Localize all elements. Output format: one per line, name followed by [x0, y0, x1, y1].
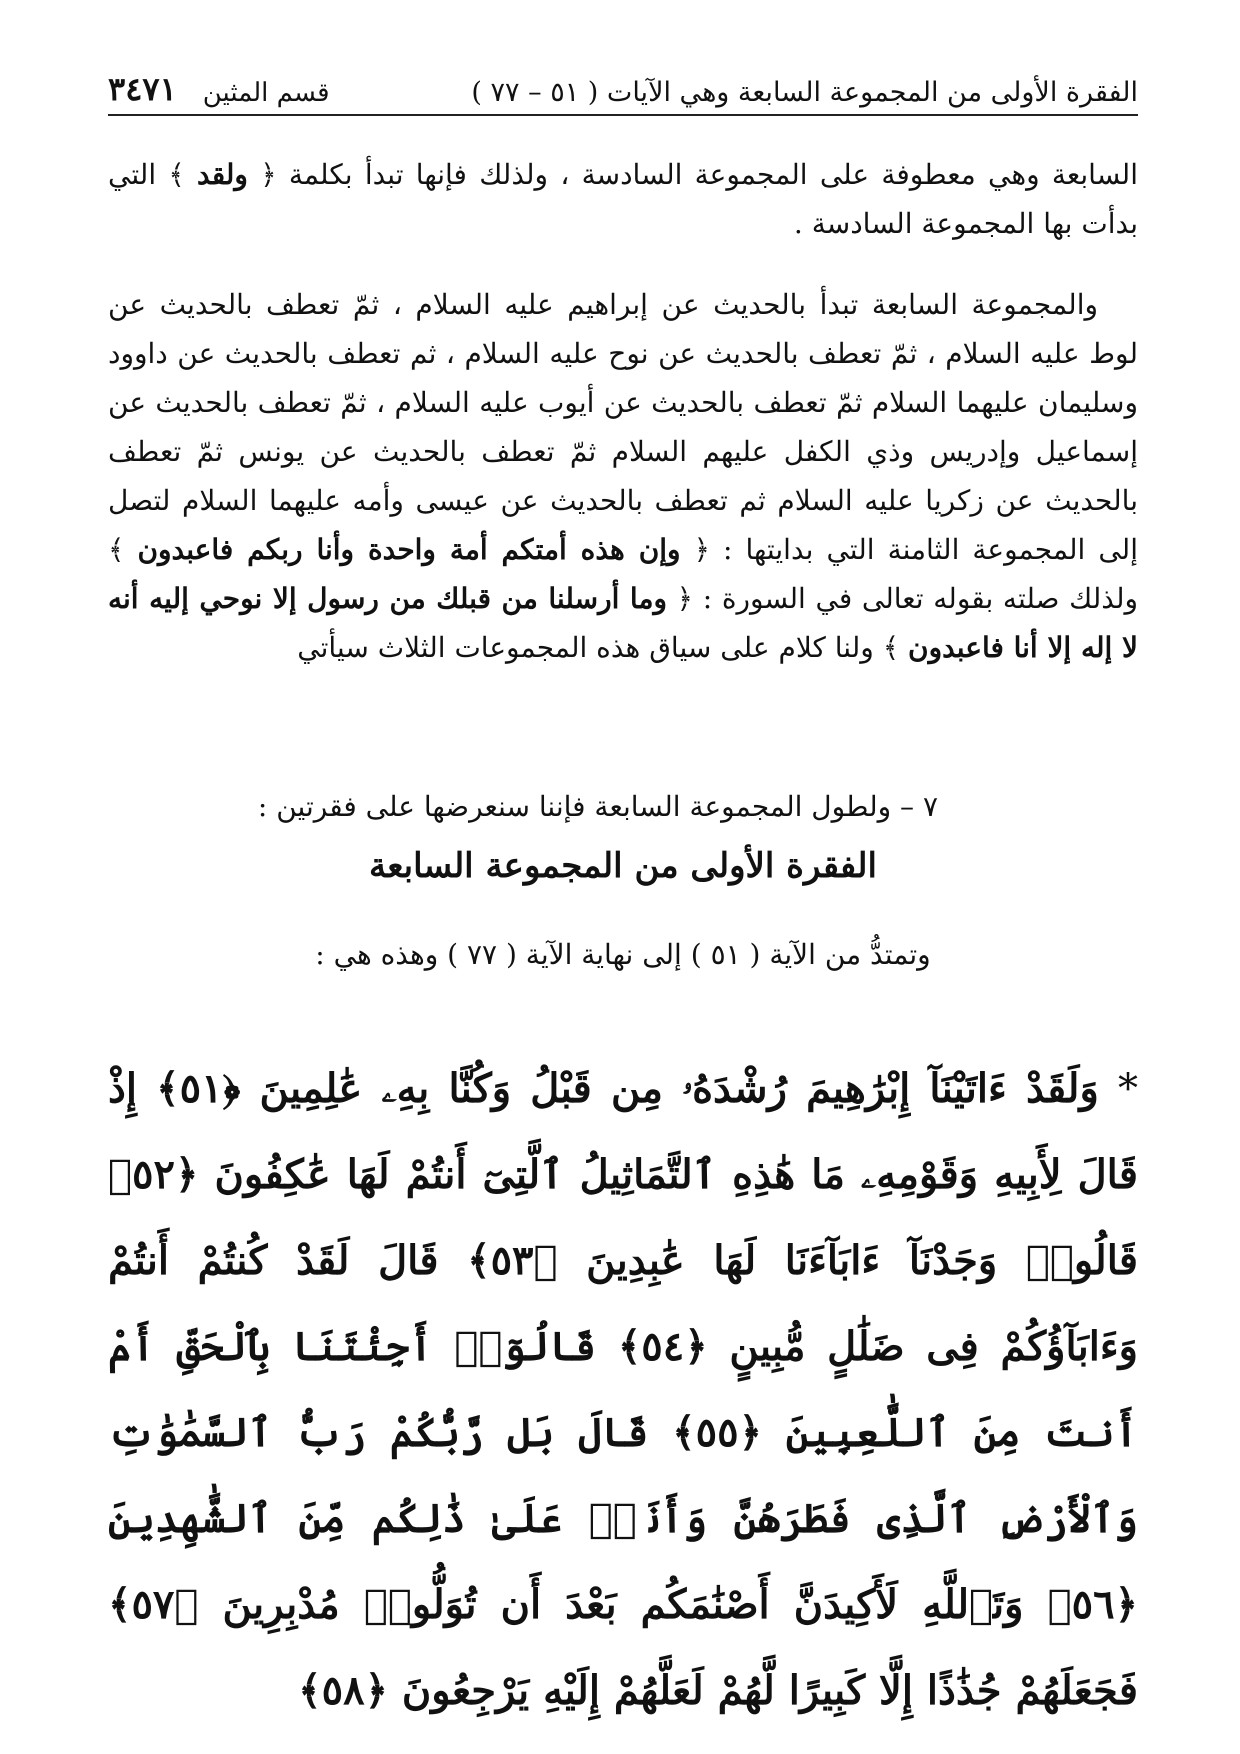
- section-subheading: وتمتدُّ من الآية ( ٥١ ) إلى نهاية الآية ( ٧٧ ) وهذه هي :: [315, 938, 931, 971]
- page-number: ٣٤٧١: [108, 70, 177, 108]
- paragraph-2: [108, 280, 1138, 672]
- paragraph-1-bold-word: ولقد: [197, 158, 248, 191]
- star-marker: *: [1117, 1066, 1138, 1112]
- quran-verses: [108, 1046, 1138, 1734]
- quote-2: وما أرسلنا من قبلك من رسول إلا نوحي إليه أنه لا إله إلا أنا فاعبدون: [108, 582, 1138, 664]
- section-heading: الفقرة الأولى من المجموعة السابعة: [369, 846, 877, 886]
- quran-verses-text: وَلَقَدْ ءَاتَيْنَآ إِبْرَٰهِيمَ رُشْدَهُۥ مِن قَبْلُ وَكُنَّا بِهِۦ عَٰلِمِينَ ﴿٥١﴾ إِذْ قَالَ لِأَبِيهِ وَقَوْمِهِۦ مَا هَٰذِهِ ٱلتَّمَاثِيلُ ٱلَّتِىٓ أَنتُمْ لَهَا عَٰكِفُونَ ﴿٥٢﴾ قَالُوا۟ وَجَدْنَآ ءَابَآءَنَا لَهَا عَٰبِدِينَ ﴿٥٣﴾ قَالَ لَقَدْ كُنتُمْ أَنتُمْ وَءَابَآؤُكُمْ فِى ضَلَٰلٍ مُّبِينٍ ﴿٥٤﴾ قَالُوٓا۟ أَجِئْتَنَا بِٱلْحَقِّ أَمْ أَنتَ مِنَ ٱللَّٰعِبِينَ ﴿٥٥﴾ قَالَ بَل رَّبُّكُمْ رَبُّ ٱلسَّمَٰوَٰتِ وَٱلْأَرْضِ ٱلَّذِى فَطَرَهُنَّ وَأَنَا۠ عَلَىٰ ذَٰلِكُم مِّنَ ٱلشَّٰهِدِينَ ﴿٥٦﴾ وَتَٱللَّهِ لَأَكِيدَنَّ أَصْنَٰمَكُم بَعْدَ أَن تُوَلُّوا۟ مُدْبِرِينَ ﴿٥٧﴾ فَجَعَلَهُمْ جُذَٰذًا إِلَّا كَبِيرًا لَّهُمْ لَعَلَّهُمْ إِلَيْهِ يَرْجِعُونَ ﴿٥٨﴾: [108, 1065, 1139, 1714]
- paragraph-3: ٧ – ولطول المجموعة السابعة فإننا سنعرضها على فقرتين :: [257, 790, 938, 823]
- paragraph-2-middle: ﴾ ولذلك صلته بقوله تعالى في السورة : ﴿: [108, 533, 1138, 615]
- paragraph-1: [108, 150, 1138, 248]
- paragraph-2-text: والمجموعة السابعة تبدأ بالحديث عن إبراهيم عليه السلام ، ثمّ تعطف بالحديث عن لوط عليه السلام ، ثمّ تعطف بالحديث عن نوح عليه السلام ، ثم تعطف بالحديث عن داوود وسليمان عليهما السلام ثمّ تعطف بالحديث عن أيوب عليه السلام ، ثمّ تعطف بالحديث عن إسماعيل وإدريس وذي الكفل عليهم السلام ثمّ تعطف بالحديث عن يونس ثمّ تعطف بالحديث عن زكريا عليه السلام ثم تعطف بالحديث عن عيسى وأمه عليهما السلام لتصل إلى المجموعة الثامنة التي بدايتها : ﴿: [108, 288, 1138, 566]
- paragraph-2-ending: ﴾ ولنا كلام على سياق هذه المجموعات الثلاث سيأتي: [297, 631, 908, 664]
- quote-1: وإن هذه أمتكم أمة واحدة وأنا ربكم فاعبدون: [137, 533, 681, 566]
- paragraph-1-text-end: ﴾ التي بدأت بها المجموعة السادسة .: [108, 158, 1138, 240]
- paragraph-1-text-start: السابعة وهي معطوفة على المجموعة السادسة ، ولذلك فإنها تبدأ بكلمة ﴿: [247, 158, 1138, 191]
- page-header: [108, 66, 1138, 116]
- running-title: الفقرة الأولى من المجموعة السابعة وهي الآيات ( ٥١ – ٧٧ ): [471, 77, 1138, 108]
- section-name: قسم المثين: [202, 78, 330, 108]
- header-left-block: [108, 70, 330, 108]
